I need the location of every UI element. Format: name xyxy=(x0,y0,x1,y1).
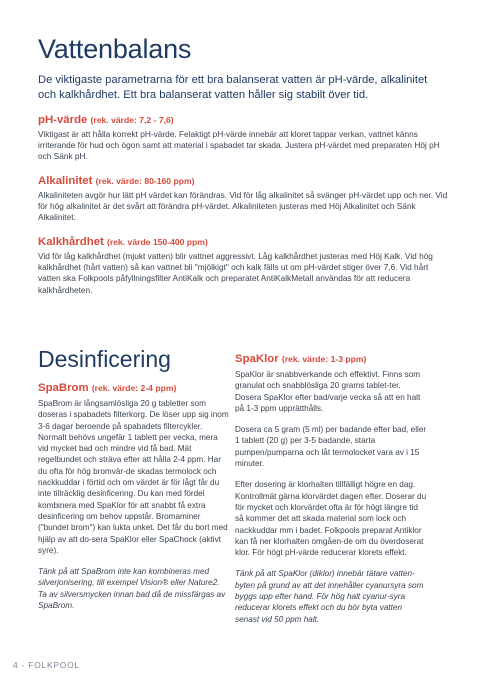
hardness-heading xyxy=(38,235,448,249)
spaklor-column xyxy=(235,352,427,625)
hardness-text: Vid för låg kalkhårdhet (mjukt vatten) blir vattnet aggressivt. Låg kalkhårdhet justeras med Höj Kalk. Vid hög kalkhårdhet (hårt vatten) så kan vattnet bli "mjölkigt" och kalk fälls ut om pH-värdet stiger över 7,6. Vid hårt vatten ska Folkpools påfyllningsfilter AntiKalk och preparatet AntiKalkMetall användas för att reducera kalkhårdheten. xyxy=(38,251,433,295)
ph-section xyxy=(38,113,448,163)
hardness-recommended-value: (rek. värde 150-400 ppm) xyxy=(107,237,208,247)
ph-heading-text: pH-värde xyxy=(38,114,88,126)
spabrom-heading xyxy=(38,381,230,395)
spabrom-recommended-value: (rek. värde: 2-4 ppm) xyxy=(91,383,177,393)
page-footer: 4 - FOLKPOOL xyxy=(13,660,80,670)
alkalinity-text: Alkaliniteten avgör hur lätt pH värdet kan förändras. Vid för låg alkalinitet så svänger pH-värdet upp och ner. Vid för hög alkalinitet är det svårt att förändra pH-värdet. Alkaliniteten justeras med Höj Alkalinitet och Sänk Alkalinitet. xyxy=(38,190,448,223)
alkalinity-heading-text: Alkalinitet xyxy=(38,175,93,187)
section-title-desinficering: Desinficering xyxy=(38,346,171,372)
spaklor-heading-text: SpaKlor xyxy=(235,353,279,365)
ph-heading xyxy=(38,113,448,127)
alkalinity-heading xyxy=(38,174,448,188)
spabrom-text: SpaBrom är långsamlösliga 20 g tabletter som doseras i spabadets filterkorg. De löser upp sig inom 3-6 dagar beroende på spabadets filtercykler. Normalt behövs ungefär 1 tablett per vecka, mera vid mycket bad och mindre vid få bad. Mät regelbundet och sträva efter att hålla 2-4 ppm. Har du ofta för hög bromvär-de skadas termolock och nackkuddar i förtid och om värdet är för lågt får du inte tillräcklig desinficering. Du kan med fördel kombinera med SpaKlor för att snabbt få extra desinficering om behov uppstår. Bromaminer ("bundet brom") kan lukta unket. Det får du bort med hjälp av att do-sera SpaKlor eller SpaChock (aktivt syre). xyxy=(38,399,229,555)
alkalinity-recommended-value: (rek. värde: 80-160 ppm) xyxy=(95,176,195,186)
intro-text: De viktigaste parametrarna för ett bra balanserat vatten är pH-värde, alkalinitet och kalkhårdhet. Ett bra balanserat vatten håller sig stabilt över tid. xyxy=(38,74,428,101)
spabrom-heading-text: SpaBrom xyxy=(38,382,89,394)
hardness-heading-text: Kalkhårdhet xyxy=(38,236,104,248)
spaklor-heading xyxy=(235,352,427,366)
alkalinity-section xyxy=(38,174,448,224)
spabrom-column xyxy=(38,381,230,611)
spaklor-note: Tänk på att SpaKlor (diklor) innebär tätare vatten-byten på grund av att det innehåller cyanursyra som byggs upp efter hand. För hög halt cyanur-syra reducerar klorets effekt och du bör byta vatten senast vid 50 ppm halt. xyxy=(235,569,424,624)
hardness-section xyxy=(38,235,448,296)
spaklor-paragraph-2: Dosera ca 5 gram (5 ml) per badande efter bad, eller 1 tablett (20 g) per 3-5 badande, starta pumpen/pumparna och låt termolocket vara av i 15 minuter. xyxy=(235,425,427,469)
ph-recommended-value: (rek. värde: 7,2 - 7,6) xyxy=(90,115,174,125)
page-title: Vattenbalans xyxy=(38,34,192,64)
spaklor-paragraph-3: Efter dosering är klorhalten tillfälligt högre en dag. Kontrollmät gärna klorvärdet dagen efter. Doserar du för mycket och klorvärdet ofta är för högt längre tid så kommer det att skada material som lock och nackkuddar mm i badet. Folkpools preparat Antiklor kan få ner klorhalten omgåen-de om du överdoserat klor. För högt pH-värde reducerar klorets effekt. xyxy=(235,480,427,558)
spaklor-paragraph-1: SpaKlor är snabbverkande och effektivt. Finns som granulat och snabblösliga 20 grams tablet-ter. Dosera SpaKlor efter bad/varje vecka så att en halt på 1-3 ppm upprätthålls. xyxy=(235,370,421,413)
ph-text: Viktigast är att hålla korrekt pH-värde. Felaktigt pH-värde innebär att kloret tappar verkan, vattnet känns irriterande för hud och ögon samt att material i spabadet tar skada. Justera pH-värdet med preparaten Höj pH och Sänk pH. xyxy=(38,129,440,162)
spabrom-note: Tänk på att SpaBrom inte kan kombineras med silverjonisering, till exempel Vision® eller Nature2. Ta av silversmycken innan bad då de missfärgas av SpaBrom. xyxy=(38,567,226,611)
spaklor-recommended-value: (rek. värde: 1-3 ppm) xyxy=(281,354,367,364)
